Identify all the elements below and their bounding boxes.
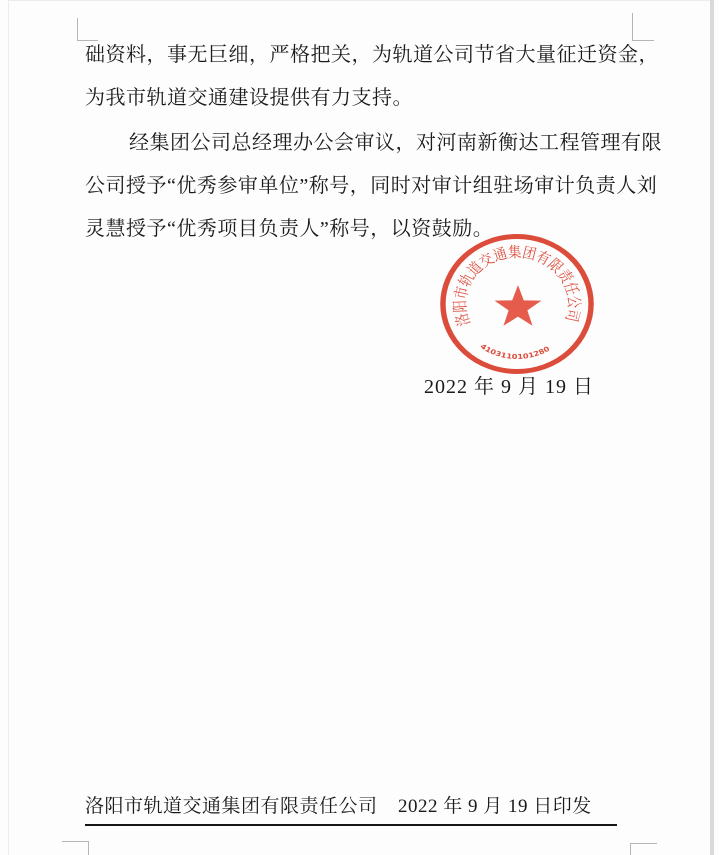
page-scan-edge-right — [710, 0, 714, 855]
footer-issuer: 洛阳市轨道交通集团有限责任公司 — [85, 796, 378, 817]
page-scan-edge-left — [8, 0, 9, 855]
footer-print-date: 2022 年 9 月 19 日印发 — [398, 796, 592, 817]
seal-company-text: 洛阳市轨道交通集团有限责任公司 — [451, 244, 583, 328]
body-line: 为我市轨道交通建设提供有力支持。 — [85, 87, 413, 109]
official-seal — [438, 232, 596, 376]
page-scan-edge-top — [9, 0, 711, 1]
seal-code-text: 4103110101280 — [478, 341, 551, 361]
body-line: 灵慧授予“优秀项目负责人”称号，以资鼓励。 — [85, 218, 494, 240]
text-boundary-mark-bottom-left — [62, 841, 89, 855]
body-line: 础资料，事无巨细，严格把关，为轨道公司节省大量征迁资金， — [85, 44, 659, 66]
document-body — [85, 34, 685, 251]
signature-date: 2022 年 9 月 19 日 — [424, 376, 594, 398]
red-star-icon — [495, 285, 542, 326]
body-line: 公司授予“优秀参审单位”称号，同时对审计组驻场审计负责人刘 — [85, 175, 658, 197]
footer-rule — [85, 824, 617, 826]
body-line: 经集团公司总经理办公会审议，对河南新衡达工程管理有限 — [129, 132, 662, 154]
text-boundary-mark-bottom-right — [630, 843, 657, 855]
